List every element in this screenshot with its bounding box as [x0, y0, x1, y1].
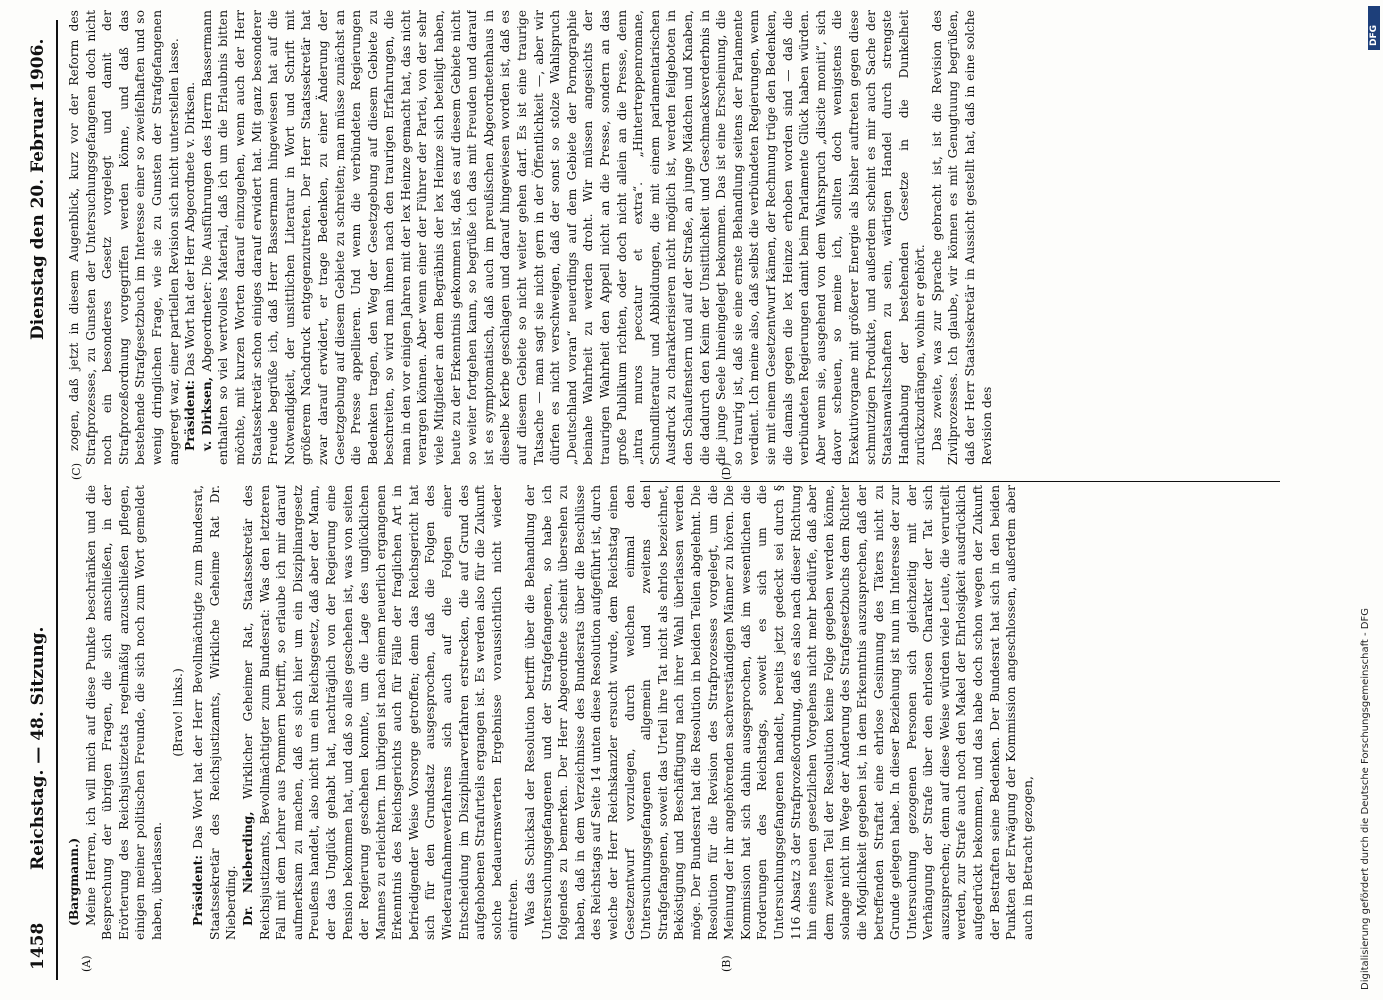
- speaker-name: Präsident:: [190, 855, 206, 926]
- digitization-credit: Digitalisierung gefördert durch die Deutsche Forschungsgemeinschaft - DFG: [1360, 607, 1371, 990]
- paragraph: [199, 10, 929, 465]
- paragraph-text: Das zweite, was zur Sprache gebracht ist, ist die Revision des Zivilprozesses. Ich glaube, wir können es mit Genugtuung begrüßen, daß der Herr Staatssekretär in Aussicht gestellt hat, daß in eine solche Revision des: [929, 10, 994, 465]
- speaker-name: Präsident:: [182, 380, 198, 451]
- page-number: 1458: [28, 922, 48, 970]
- paragraph: [83, 485, 166, 940]
- paragraph-text: Meine Herren, ich will mich auf diese Punkte beschränken und die Besprechung der übrigen Fragen, die sich anschließen, in der Erörterung des Reichsjustizetats regelmäßig anzuschließen pflegen, einigen meiner politischen Freunde, die sich noch zum Wort gemeldet haben, überlassen.: [83, 485, 164, 940]
- speaker-name: v. Dirksen,: [198, 376, 214, 451]
- margin-mark-d: (D): [720, 462, 733, 480]
- paragraph-text: Das Wort hat der Herr Abgeordnete v. Dirksen.: [183, 81, 198, 377]
- dfg-logo: DFG: [1368, 6, 1380, 50]
- margin-mark-a: (A): [80, 955, 93, 972]
- paragraph: [66, 10, 182, 465]
- speaker-name: Dr. Nieberding,: [239, 811, 255, 926]
- page-header: [28, 20, 58, 980]
- paragraph: [929, 10, 995, 465]
- paragraph-text: Was das Schicksal der Resolution betrifft über die Behandlung der Untersuchungsgefangenen und der Strafgefangenen, so habe ich folgendes zu bemerken. Der Herr Abgeordnete scheint übersehen zu haben, daß in dem Verzeichnisse des Bundesrats über die Beschlüsse des Reichstags auf Seite 14 unten diese Resolution aufgeführt ist, durch welche der Herr Reichskanzler ersucht wurde, dem Reichstag einen Gesetzentwurf vorzulegen, durch welchen einmal den Untersuchungsgefangenen allgemein und zweitens den Strafgefangenen, soweit das Urteil ihre Tat nicht als ehrlos bezeichnet, Beköstigung und Beschäftigung nach ihrer Wahl überlassen werden möge. Der Bundesrat hat die Resolution in beiden Teilen abgelehnt. Die Resolution für die Revision des Strafprozesses vorgelegt, um die Meinung der ihr angehörenden sachverständigen Männer zu hören. Die Kommission hat sich dahin ausgesprochen, daß im wesentlichen die Forderungen des Reichstags, soweit es sich um die Untersuchungsgefangenen handelt, bereits jetzt gedeckt sei durch § 116 Absatz 3 der Strafprozeßordnung, daß es also nach dieser Richtung hin eines neuen gesetzlichen Vorgehens nicht mehr bedürfe, daß aber dem zweiten Teil der Resolution keine Folge gegeben werden könne, solange nicht im Wege der Änderung des Strafgesetzbuchs dem Richter die Möglichkeit gegeben ist, in dem Erkenntnis auszusprechen, daß der betreffenden Straftat eine ehrlose Gesinnung des Täters nicht zu Grunde gelegen habe. In dieser Beziehung ist nun im Interesse der zur Untersuchung gezogenen Personen sich gleichzeitig mit der Verhängung der Strafe über den ehrlosen Charakter der Tat sich auszusprechen; denn auf diese Weise würden viele Leute, die verurteilt werden, zur Strafe auch noch den Makel der Ehrlosigkeit ausdrücklich aufgedrückt bekommen, und das habe doch schon wegen der Zukunft der Bestraften seine Bedenken. Der Bundesrat hat sich in den beiden Punkten der Erwägung der Kommission angeschlossen, außerdem aber auch in Betracht gezogen,: [523, 485, 1035, 940]
- applause-note: (Bravo! links.): [170, 668, 185, 757]
- paragraph: [190, 485, 240, 940]
- left-text-column: [66, 485, 1306, 940]
- speaker-name: (Bargmann.): [66, 837, 81, 926]
- paragraph-text: Wirklicher Geheimer Rat, Staatssekretär des Reichsjustizamts, Bevollmächtigter zum Bundesrat: Was den letzteren Fall mit dem Lehrer aus Pommern betrifft, so erlaube ich mir darauf aufmerksam zu machen, daß es sich hier um ein Disziplinargesetz Preußens handelt, also nicht um ein Reichsgesetz, daß aber der Mann, der das Unglück gehabt hat, nachträglich von der Regierung eine Pension bekommen hat, und daß so alles geschehen ist, was von seiten der Regierung geschehen konnte, um die Lage des unglücklichen Mannes zu erleichtern. Im übrigen ist nach einem neuerlich ergangenen Erkenntnis des Reichsgerichts auch für Fälle der fraglichen Art in befriedigender Weise Vorsorge getroffen; denn das Reichsgericht hat sich für den Grundsatz ausgesprochen, daß die Folgen des Wiederaufnahmeverfahrens sich auch auf die Folgen einer Entscheidung im Disziplinarverfahren erstrecken, die auf Grund des aufgehobenen Strafurteils ergangen ist. Es werden also für die Zukunft solche bedauernswerten Ergebnisse voraussichtlich nicht wieder eintreten.: [240, 485, 521, 940]
- header-rule: [56, 20, 58, 980]
- paragraph-text: Abgeordneter: Die Ausführungen des Herrn Bassermann enthalten so viel wertvolles Material, daß ich um die Erlaubnis bitten möchte, mit kurzen Worten darauf einzugehen, wenn auch der Herr Staatssekretär schon einiges darauf erwidert hat. Mit ganz besonderer Freude begrüße ich, daß Herr Bassermann hingewiesen hat auf die Notwendigkeit, der unsittlichen Literatur in Wort und Schrift mit größerem Nachdruck entgegenzutreten. Der Herr Staatssekretär hat zwar darauf erwidert, er trage Bedenken, zu einer Änderung der Gesetzgebung auf diesem Gebiete zu schreiten; man müsse zunächst an die Presse appellieren. Und wenn die verbündeten Regierungen Bedenken tragen, den Weg der Gesetzgebung auf diesem Gebiete zu beschreiten, so wird man ihnen nach den traurigen Erfahrungen, die man in den vor einigen Jahren mit der lex Heinze gemacht hat, das nicht verargen können. Aber wenn einer der Führer der Partei, von der sehr viele Mitglieder an dem Begräbnis der lex Heinze sich beteiligt haben, heute zu der Erkenntnis gekommen ist, daß es auf diesem Gebiete nicht so weiter fortgehen kann, so begrüße ich das mit Freuden und darauf ist es symptomatisch, daß auch im preußischen Abgeordnetenhaus in dieselbe Kerbe geschlagen und darauf hingewiesen worden ist, daß es auf diesem Gebiete so nicht weiter gehen darf. Es ist eine traurige Tatsache — man sagt sie nicht gern in der Öffentlichkeit —, aber wir dürfen es nicht verschweigen, daß der sonst so stolze Wahlspruch „Deutschland voran“ neuerdings auf dem Gebiete der Pornographie beinahe Wahrheit zu werden droht. Wir müssen angesichts der traurigen Wahrheit den Appell nicht an die Presse, sondern an das große Publikum richten, oder doch nicht allein an die Presse, denn „intra muros peccatur et extra“. „Hintertreppenromane, Schundliteratur und Abbildungen, die mit einem parlamentarischen Ausdruck zu charakterisieren nicht möglich ist, werden feilgeboten in den Schaufenstern und auf der Straße, an junge Mädchen und Knaben, die dadurch den Keim der Unsittlichkeit und Geschmacksverderbnis in die junge Seele hineingelegt bekommen. Das ist eine Erscheinung, die so traurig ist, daß sie eine ernste Behandlung seitens der Parlamente verdient. Ich meine also, daß selbst die verbündeten Regierungen, wenn sie mit einem Gesetzentwurf kämen, der Rechnung trüge den Bedenken, die damals gegen die lex Heinze erhoben worden sind — daß die verbündeten Regierungen damit beim Parlamente Glück haben würden. Aber wenn sie, ausgehend von dem Wahrspruch „discite moniti“, sich davor scheuen, so meine ich, sollten doch wenigstens die Exekutivorgane mit größerer Energie als bisher auftreten gegen diese schmutzigen Produkte, und außerdem scheint es mir auch Sache der Staatsanwaltschaften zu sein, wärtigen Handel durch strengste Handhabung der bestehenden Gesetze in die Dunkelheit zurückzudrängen, wohin er gehört.: [199, 10, 928, 465]
- margin-mark-b: (B): [720, 955, 733, 972]
- paragraph: [240, 485, 522, 940]
- paragraph-text: Das Wort hat der Herr Bevollmächtigte zum Bundesrat, Staatssekretär des Reichsjustizamts, Wirkliche Geheime Rat Dr. Nieberding.: [191, 485, 239, 940]
- header-date: Dienstag den 20. Februar 1906.: [28, 38, 48, 340]
- header-title: Reichstag. — 48. Sitzung.: [28, 626, 48, 870]
- paragraph: [182, 10, 199, 465]
- margin-mark-c: (C): [70, 463, 83, 480]
- paragraph: [66, 485, 83, 940]
- paragraph-text: zogen, daß jetzt in diesem Augenblick, kurz vor der Reform des Strafprozesses, zu Gunsten der Untersuchungsgefangenen doch nicht noch ein besonderes Gesetz vorgelegt und damit der Strafprozeßordnung vorgegriffen werden könne, und daß das bestehende Strafgesetzbuch im Interesse einer so zweifelhaften und so wenig dringlichen Frage, wie sie zu Gunsten der Strafgefangenen angeregt war, einer partiellen Revision sich nicht unterstellen lasse.: [67, 10, 181, 465]
- newspaper-page: [20, 10, 1320, 980]
- right-text-column: [66, 10, 1306, 465]
- paragraph: [522, 485, 1036, 940]
- column-divider: [640, 481, 1280, 482]
